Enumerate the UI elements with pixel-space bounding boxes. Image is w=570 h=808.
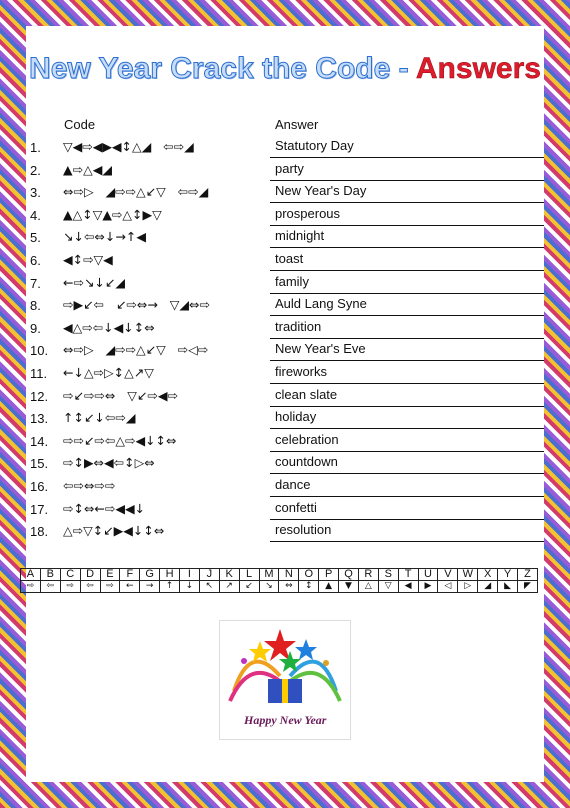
row-code: ↑↕↙↓⇦⇨◢ xyxy=(63,410,136,426)
key-letter: Z xyxy=(517,569,537,581)
puzzle-row xyxy=(26,204,544,227)
key-symbol: ⇨ xyxy=(100,581,120,593)
page-title xyxy=(26,52,544,86)
row-code: ←↓△⇨▷↕△↗▽ xyxy=(63,365,154,380)
puzzle-row xyxy=(26,430,544,453)
key-symbol: ⇦ xyxy=(80,581,100,593)
row-answer: clean slate xyxy=(270,385,544,407)
key-letter: W xyxy=(458,569,478,581)
row-number: 14. xyxy=(30,433,49,449)
row-number: 17. xyxy=(30,501,49,517)
row-number: 16. xyxy=(30,479,49,494)
row-code: ◀△⇨⇦↓◀↓↕⇔ xyxy=(63,319,155,335)
key-symbol: ⇨ xyxy=(60,581,80,593)
row-answer: celebration xyxy=(270,430,544,452)
puzzle-row xyxy=(26,452,544,475)
row-answer: prosperous xyxy=(270,204,544,226)
key-letter: T xyxy=(398,569,418,581)
key-symbol: ▼ xyxy=(339,581,359,593)
key-letter: C xyxy=(60,569,80,581)
key-symbol: ◀ xyxy=(398,581,418,593)
key-symbol: ↓ xyxy=(180,581,200,593)
key-symbol: ◣ xyxy=(498,581,518,593)
puzzle-row xyxy=(26,407,544,430)
key-letter: U xyxy=(418,569,438,581)
key-letter: G xyxy=(140,569,160,581)
row-answer: party xyxy=(270,159,544,181)
key-symbol: → xyxy=(140,581,160,593)
key-symbol: ← xyxy=(120,581,140,593)
key-letters-row xyxy=(21,569,538,581)
row-code: ⇦⇨⇔⇨⇨ xyxy=(63,478,116,493)
row-answer: Auld Lang Syne xyxy=(270,294,544,316)
row-answer: holiday xyxy=(270,407,544,429)
row-answer: midnight xyxy=(270,226,544,248)
key-symbol: ↕ xyxy=(299,581,319,593)
row-number: 2. xyxy=(30,162,41,178)
row-answer: New Year's Eve xyxy=(270,339,544,361)
puzzle-row xyxy=(26,362,544,385)
row-answer: family xyxy=(270,272,544,294)
row-code: ⇨▶↙⇦ ↙⇨⇔→ ▽◢⇔⇨ xyxy=(63,297,210,313)
code-header: Code xyxy=(64,117,96,132)
key-symbols-row xyxy=(21,581,538,593)
puzzle-row xyxy=(26,136,544,159)
key-symbol: ▷ xyxy=(458,581,478,593)
row-number: 12. xyxy=(30,388,49,404)
key-symbol: ◁ xyxy=(438,581,458,593)
key-symbol: ↑ xyxy=(160,581,180,593)
key-symbol: ▽ xyxy=(378,581,398,593)
key-letter: Q xyxy=(339,569,359,581)
key-letter: L xyxy=(239,569,259,581)
row-answer: New Year's Day xyxy=(270,181,544,203)
image-caption: Happy New Year xyxy=(244,713,327,727)
key-letter: R xyxy=(358,569,378,581)
row-number: 3. xyxy=(30,185,41,201)
key-letter: V xyxy=(438,569,458,581)
happy-new-year-image xyxy=(219,620,351,740)
title-answers: Answers xyxy=(415,52,541,85)
key-symbol: ↘ xyxy=(259,581,279,593)
row-number: 15. xyxy=(30,456,49,472)
row-number: 11. xyxy=(30,366,48,381)
row-number: 1. xyxy=(30,140,41,155)
puzzle-row xyxy=(26,181,544,204)
row-code: ←⇨↘↓↙◢ xyxy=(63,274,125,290)
puzzle-row xyxy=(26,385,544,408)
row-number: 10. xyxy=(30,343,49,359)
row-answer: toast xyxy=(270,249,544,271)
key-letter: S xyxy=(378,569,398,581)
key-letter: Y xyxy=(498,569,518,581)
title-main: New Year Crack the Code xyxy=(29,52,391,85)
row-answer: tradition xyxy=(270,317,544,339)
row-answer: confetti xyxy=(270,498,544,520)
row-number: 6. xyxy=(30,253,41,268)
key-letter: A xyxy=(21,569,41,581)
row-number: 18. xyxy=(30,524,49,540)
key-symbol: ▶ xyxy=(418,581,438,593)
key-letter: E xyxy=(100,569,120,581)
row-code: ⇨⇨↙⇨⇦△⇨◀↓↕⇔ xyxy=(63,432,177,448)
key-symbol: ↙ xyxy=(239,581,259,593)
key-symbol: ◢ xyxy=(478,581,498,593)
row-number: 7. xyxy=(30,275,41,291)
key-letter: J xyxy=(199,569,219,581)
row-code: ▽◀⇨◀▶◀↕△◢ ⇦⇨◢ xyxy=(63,139,194,154)
key-letter: X xyxy=(478,569,498,581)
puzzle-row xyxy=(26,475,544,498)
row-number: 5. xyxy=(30,230,41,246)
key-symbol: ⇦ xyxy=(40,581,60,593)
puzzle-row xyxy=(26,498,544,521)
title-dash: - xyxy=(398,52,409,85)
row-code: ⇔⇨▷ ◢⇨⇨△↙▽ ⇦⇨◢ xyxy=(63,184,209,200)
row-code: ⇔⇨▷ ◢⇨⇨△↙▽ ⇨◁⇨ xyxy=(63,342,209,358)
key-letter: H xyxy=(160,569,180,581)
key-symbol: ⇔ xyxy=(279,581,299,593)
row-code: ▲⇨△◀◢ xyxy=(63,161,112,177)
row-code: ⇨↕⇔←⇨◀◀↓ xyxy=(63,500,146,516)
key-letter: F xyxy=(120,569,140,581)
row-code: ▲△↕▽▲⇨△↕▶▽ xyxy=(63,206,162,222)
row-code: ⇨↙⇨⇨⇔ ▽↙⇨◀⇨ xyxy=(63,387,178,403)
row-number: 4. xyxy=(30,207,41,223)
key-symbol: △ xyxy=(358,581,378,593)
key-letter: K xyxy=(219,569,239,581)
row-number: 8. xyxy=(30,298,41,314)
key-letter: B xyxy=(40,569,60,581)
key-symbol: ↖ xyxy=(199,581,219,593)
row-code: ↘↓⇦⇔↓→↑◀ xyxy=(63,229,146,245)
row-number: 13. xyxy=(30,411,49,427)
puzzle-row xyxy=(26,317,544,340)
key-symbol: ↗ xyxy=(219,581,239,593)
row-answer: Statutory Day xyxy=(270,136,544,158)
row-number: 9. xyxy=(30,320,41,336)
key-symbol: ▲ xyxy=(319,581,339,593)
row-answer: dance xyxy=(270,475,544,497)
puzzle-row xyxy=(26,294,544,317)
key-letter: D xyxy=(80,569,100,581)
worksheet-page xyxy=(26,26,544,782)
row-answer: resolution xyxy=(270,520,544,542)
key-letter: O xyxy=(299,569,319,581)
cipher-key-table xyxy=(20,568,538,593)
row-code: ⇨↕▶⇔◀⇦↕▷⇔ xyxy=(63,455,155,471)
key-symbol: ⇨ xyxy=(21,581,41,593)
puzzle-row xyxy=(26,520,544,543)
key-symbol: ◤ xyxy=(517,581,537,593)
puzzle-row xyxy=(26,249,544,272)
row-answer: countdown xyxy=(270,452,544,474)
puzzle-row xyxy=(26,159,544,182)
puzzle-row xyxy=(26,272,544,295)
row-code: ◀↕⇨▽◀ xyxy=(63,252,113,267)
row-answer: fireworks xyxy=(270,362,544,384)
key-letter: I xyxy=(180,569,200,581)
puzzle-row xyxy=(26,339,544,362)
key-letter: N xyxy=(279,569,299,581)
row-code: △⇨▽↕↙▶◀↓↕⇔ xyxy=(63,523,165,539)
answer-header: Answer xyxy=(275,117,319,132)
puzzle-row xyxy=(26,226,544,249)
key-letter: P xyxy=(319,569,339,581)
key-letter: M xyxy=(259,569,279,581)
